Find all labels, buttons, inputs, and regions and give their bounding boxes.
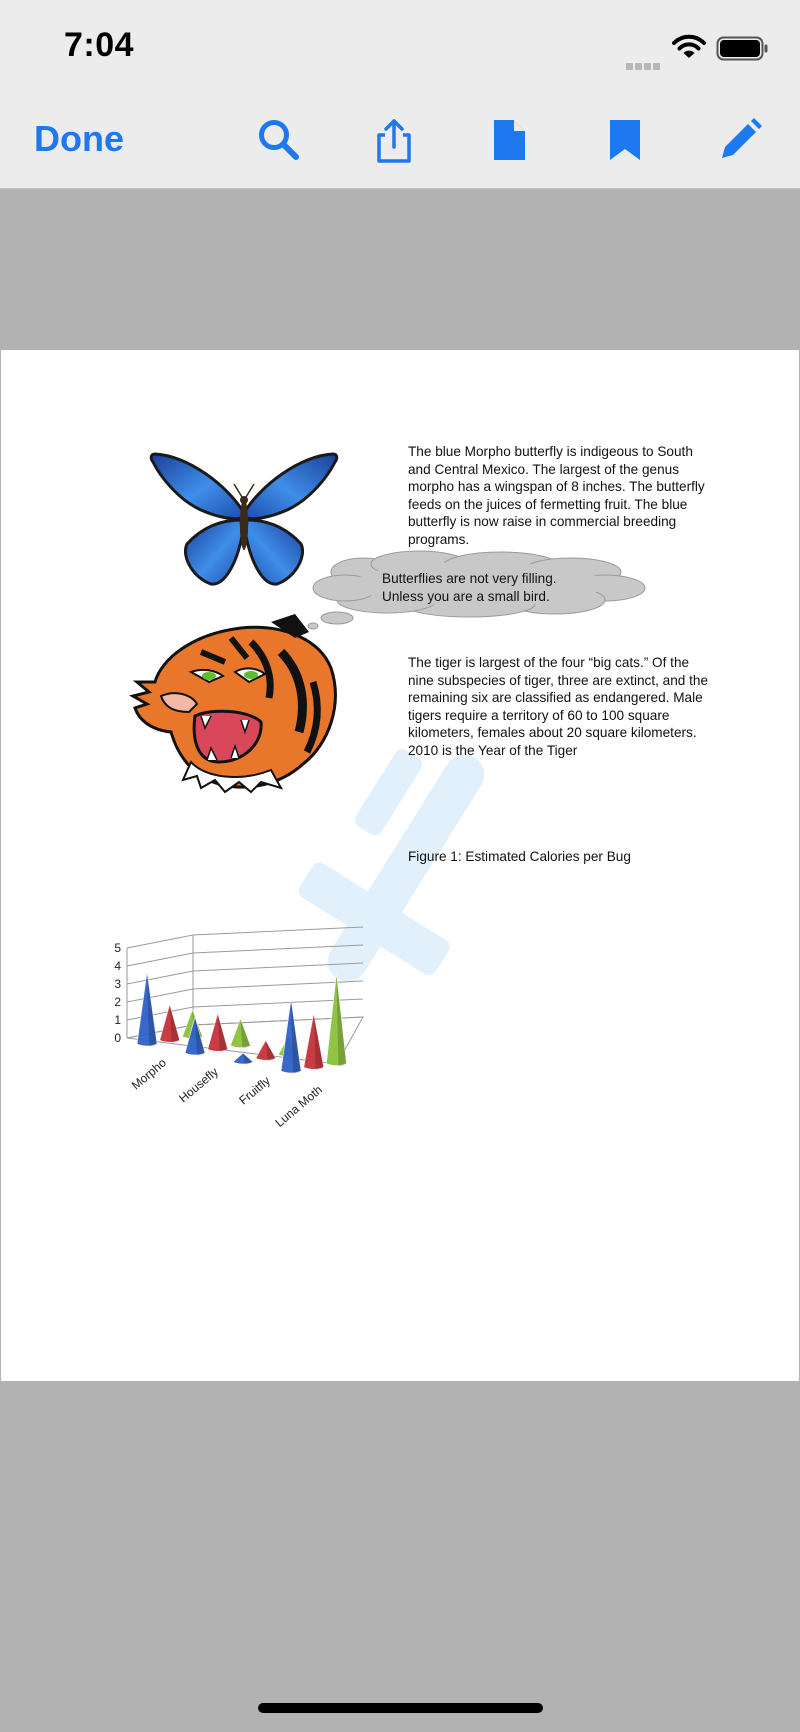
cellular-signal-icon <box>626 52 662 70</box>
gridline <box>127 953 193 966</box>
pencil-icon[interactable] <box>716 116 764 164</box>
x-tick-label: Luna Moth <box>272 1082 325 1130</box>
gridline <box>193 963 363 971</box>
done-button[interactable]: Done <box>34 118 124 159</box>
search-icon[interactable] <box>255 116 303 164</box>
y-tick-label: 0 <box>114 1031 121 1045</box>
status-time: 7:04 <box>64 26 135 64</box>
share-icon[interactable] <box>370 116 418 164</box>
calories-chart <box>111 862 411 1130</box>
y-tick-label: 1 <box>114 1013 121 1027</box>
x-tick-label: Morpho <box>128 1055 169 1093</box>
chart-y-ticks <box>114 941 121 1045</box>
bubble-line: Unless you are a small bird. <box>382 588 550 604</box>
document-icon[interactable] <box>485 116 533 164</box>
bookmark-icon[interactable] <box>601 116 649 164</box>
gridline <box>127 1007 193 1020</box>
top-bar <box>0 0 800 189</box>
x-tick-label: Fruitfly <box>236 1073 273 1108</box>
x-tick-label: Housefly <box>176 1064 221 1106</box>
tiger-paragraph: The tiger is largest of the four “big cats.” Of the nine subspecies of tiger, three are extinct, and the remaining six are classified as endangered. Male tigers require a territory of 60 to 100 square kilometers, females about 20 square kilometers. 2010 is the Year of the Tiger <box>408 655 709 758</box>
gridline <box>193 945 363 953</box>
morpho-paragraph: The blue Morpho butterfly is indigeous to South and Central Mexico. The largest of the genus morpho has a wingspan of 8 inches. The butterfly feeds on the juices of fermetting fruit. The blue butterfly is now raise in commercial breeding programs. <box>408 444 705 547</box>
gridline <box>127 935 193 948</box>
battery-icon <box>716 36 770 62</box>
bubble-text <box>382 570 622 605</box>
figure-caption: Figure 1: Estimated Calories per Bug <box>408 849 631 864</box>
bubble-line: Butterflies are not very filling. <box>382 571 557 586</box>
home-indicator <box>258 1703 543 1713</box>
gridline <box>127 989 193 1002</box>
tiger-image <box>131 612 346 792</box>
wifi-icon <box>672 34 706 60</box>
y-tick-label: 4 <box>114 959 121 973</box>
y-tick-label: 3 <box>114 977 121 991</box>
y-tick-label: 5 <box>114 941 121 955</box>
pdf-page <box>1 350 799 1381</box>
gridline <box>127 971 193 984</box>
gridline <box>193 927 363 935</box>
y-tick-label: 2 <box>114 995 121 1009</box>
